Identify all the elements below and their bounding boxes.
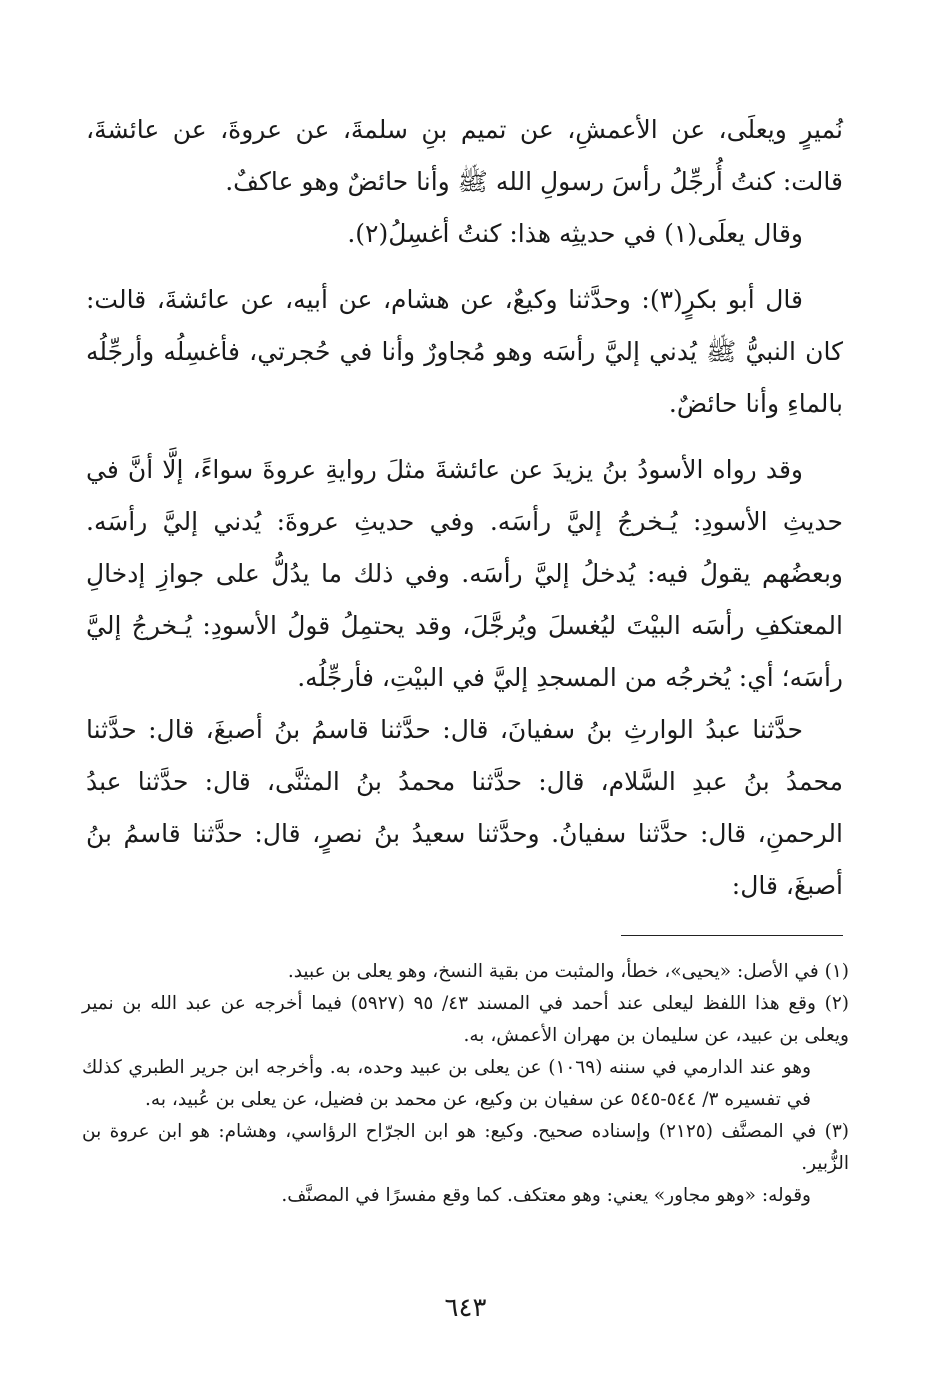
footnote-2: (٢) وقع هذا اللفظ ليعلى عند أحمد في المسند ٤٣/ ٩٥ (٥٩٢٧) فيما أخرجه عن عبد الله بن نمير ويعلى بن عبيد، عن سليمان بن مهران الأعمش، به. <box>82 993 849 1046</box>
footnote-separator <box>621 935 843 936</box>
spacer <box>86 260 843 274</box>
footnote-1: (١) في الأصل: «يحيى»، خطأ، والمثبت من بقية النسخ، وهو يعلى بن عبيد. <box>287 961 849 982</box>
paragraph-1: نُميرٍ ويعلَى، عن الأعمشِ، عن تميم بنِ سلمةَ، عن عروةَ، عن عائشةَ، قالت: كنتُ أُرجِّلُ رأسَ رسولِ الله ﷺ وأنا حائضٌ وهو عاكفٌ. <box>86 115 843 196</box>
paragraph-4: وقد رواه الأسودُ بنُ يزيدَ عن عائشةَ مثلَ روايةِ عروةَ سواءً، إلَّا أنَّ في حديثِ الأسودِ: يُـخرجُ إليَّ رأسَه. وفي حديثِ عروةَ: يُدني إليَّ رأسَه. وبعضُهم يقولُ فيه: يُدخلُ إليَّ رأسَه. وفي ذلك ما يدُلُّ على جوازِ إدخالِ المعتكفِ رأسَه البيْتَ ليُغسلَ ويُرجَّلَ، وقد يحتمِلُ قولُ الأسودِ: يُـخرجُ إليَّ رأسَه؛ أي: يُخرجُه من المسجدِ إليَّ في البيْتِ، فأرجِّلُه. <box>86 455 843 692</box>
footnote-3-continued: وقوله: «وهو مجاور» يعني: وهو معتكف. كما وقع مفسرًا في المصنَّف. <box>281 1185 811 1206</box>
paragraph-5: حدَّثنا عبدُ الوارثِ بنُ سفيانَ، قال: حدَّثنا قاسمُ بنُ أصبغَ، قال: حدَّثنا محمدُ بنُ عبدِ السَّلام، قال: حدَّثنا محمدُ بنُ المثنَّى، قال: حدَّثنا عبدُ الرحمنِ، قال: حدَّثنا سفيانُ. وحدَّثنا سعيدُ بنُ نصرٍ، قال: حدَّثنا قاسمُ بنُ أصبغَ، قال: <box>86 715 843 900</box>
footnote-3: (٣) في المصنَّف (٢١٢٥) وإسناده صحيح. وكيع: هو ابن الجرّاح الرؤاسي، وهشام: هو ابن عروة بن الزُّبير. <box>82 1121 849 1174</box>
paragraph-3: قال أبو بكرٍ(٣): وحدَّثنا وكيعٌ، عن هشام، عن أبيه، عن عائشةَ، قالت: كان النبيُّ ﷺ يُدني إليَّ رأسَه وهو مُجاورٌ وأنا في حُجرتي، فأغسِلُه وأرجِّلُه بالماءِ وأنا حائضٌ. <box>86 285 843 418</box>
main-text <box>86 104 843 912</box>
spacer <box>86 430 843 444</box>
page-number: ٦٤٣ <box>444 1293 487 1323</box>
footnotes <box>82 956 849 1212</box>
footnote-2-continued: وهو عند الدارمي في سننه (١٠٦٩) عن يعلى بن عبيد وحده، به. وأخرجه ابن جرير الطبري كذلك في تفسيره ٣/ ٥٤٤-٥٤٥ عن سفيان بن وكيع، عن محمد بن فضيل، عن يعلى بن عُبيد، به. <box>82 1057 812 1110</box>
paragraph-2: وقال يعلَى(١) في حديثِه هذا: كنتُ أغسِلُ(٢). <box>347 219 803 248</box>
